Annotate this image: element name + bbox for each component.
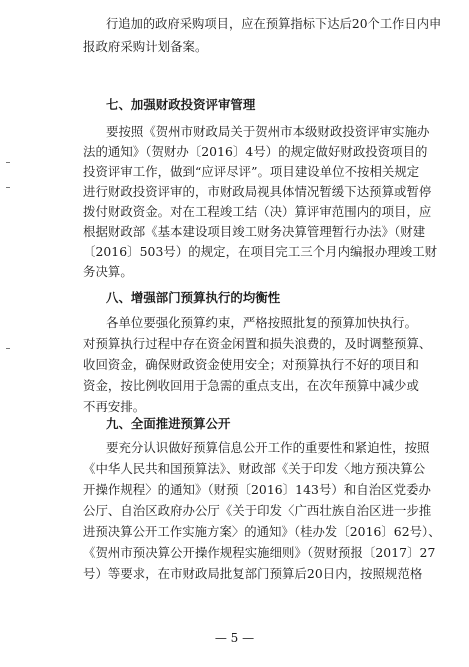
body-text-line: 资金，按比例收回用于急需的重点支出，在次年预算中减少或 [83, 378, 419, 393]
body-text-line: 法的通知》（贺财办〔2016〕4号）的规定做好财政投资项目的 [83, 144, 428, 159]
margin-mark [6, 187, 10, 188]
body-text-line: 号）等要求，在市财政局批复部门预算后20日内，按照规范格 [83, 566, 423, 581]
section-heading: 七、加强财政投资评审管理 [106, 97, 256, 112]
body-text-line: 进行财政投资评审的，市财政局视具体情况暂缓下达预算或暂停 [83, 184, 432, 199]
body-text-line: 各单位要强化预算约束，严格按照批复的预算加快执行。 [106, 315, 418, 330]
section-heading: 九、全面推进预算公开 [106, 416, 231, 431]
body-text-line: 根据财政部《基本建设项目竣工财务决算管理暂行办法》（财建 [83, 224, 426, 239]
body-text-line: 要按照《贺州市财政局关于贺州市本级财政投资评审实施办 [106, 124, 430, 139]
body-text-line: 公厅、自治区政府办公厅《关于印发〈广西壮族自治区进一步推 [83, 503, 432, 518]
body-text-line: 对预算执行过程中存在资金闲置和损失浪费的，及时调整预算、 [83, 336, 432, 351]
body-text-line: 报政府采购计划备案。 [83, 39, 208, 54]
margin-mark [6, 162, 10, 163]
body-text-line: 《中华人民共和国预算法》、财政部《关于印发〈地方预决算公 [83, 461, 426, 476]
body-text-line: 务决算。 [83, 264, 133, 279]
body-text-line: 行追加的政府采购项目，应在预算指标下达后20个工作日内申 [106, 16, 442, 31]
body-text-line: 投资评审工作，做到“应评尽评”。项目建设单位不按相关规定 [83, 164, 420, 179]
body-text-line: 拨付财政资金。对在工程竣工结（决）算评审范围内的项目，应 [83, 204, 432, 219]
page-number: — 5 — [214, 631, 255, 645]
section-heading: 八、增强部门预算执行的均衡性 [106, 290, 281, 305]
body-text-line: 不再安排。 [83, 399, 146, 414]
margin-mark [6, 348, 10, 349]
body-text-line: 《贺州市预决算公开操作规程实施细则》（贺财预报〔2017〕27 [83, 545, 436, 560]
body-text-line: 收回资金，确保财政资金使用安全；对预算执行不好的项目和 [83, 357, 419, 372]
body-text-line: 要充分认识做好预算信息公开工作的重要性和紧迫性，按照 [106, 440, 430, 455]
body-text-line: 进预决算公开工作实施方案〉的通知》（桂办发〔2016〕62号）、 [83, 524, 441, 539]
body-text-line: 开操作规程〉的通知》（财预〔2016〕143号）和自治区党委办 [83, 482, 431, 497]
body-text-line: 〔2016〕503号）的规定，在项目完工三个月内编报办理竣工财 [83, 244, 438, 259]
